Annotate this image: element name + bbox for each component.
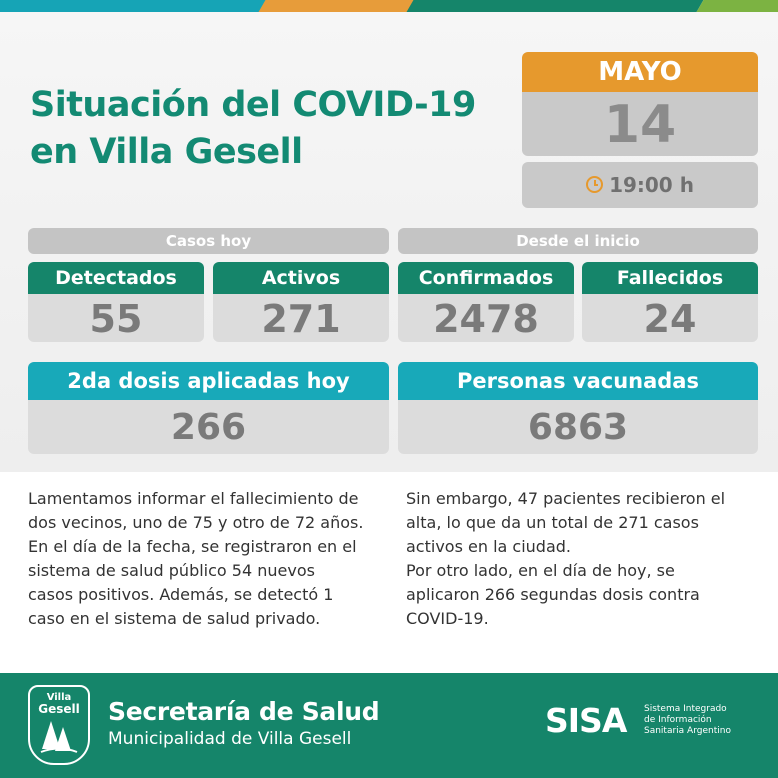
- stat-label: Fallecidos: [582, 262, 758, 294]
- text-line: dos vecinos, uno de 75 y otro de 72 años.: [28, 513, 364, 532]
- footer: [0, 673, 778, 778]
- time-badge: [522, 162, 758, 208]
- logo-text-2: Gesell: [38, 702, 80, 716]
- stat-value: 2478: [398, 294, 574, 342]
- top-stripe-lime: [697, 0, 778, 12]
- stat-label: Activos: [213, 262, 389, 294]
- stat-value: 6863: [398, 400, 758, 454]
- text-line: alta, lo que da un total de 271 casos: [406, 513, 699, 532]
- stat-fallecidos: [582, 262, 758, 342]
- top-stripe-orange: [259, 0, 426, 12]
- month-label: MAYO: [522, 52, 758, 92]
- sisa-line: de Información: [644, 715, 712, 725]
- text-line: Sin embargo, 47 pacientes recibieron el: [406, 489, 726, 508]
- top-stripe-green: [407, 0, 704, 12]
- sisa-line: Sistema Integrado: [644, 704, 727, 714]
- title-line-2: en Villa Gesell: [30, 132, 303, 172]
- stat-value: 271: [213, 294, 389, 342]
- logo-text-1: Villa: [46, 692, 72, 703]
- stat-label: 2da dosis aplicadas hoy: [28, 362, 389, 400]
- stat-label: Personas vacunadas: [398, 362, 758, 400]
- text-line: activos en la ciudad.: [406, 537, 571, 556]
- day-number: 14: [522, 92, 758, 156]
- org-name: Secretaría de Salud: [108, 697, 380, 726]
- text-line: Por otro lado, en el día de hoy, se: [406, 561, 675, 580]
- stat-label: Detectados: [28, 262, 204, 294]
- clock-icon: [586, 176, 603, 193]
- time-value: 19:00 h: [609, 173, 694, 197]
- stat-vaccinated: [398, 362, 758, 454]
- stat-activos: [213, 262, 389, 342]
- page-title: [30, 82, 490, 176]
- section-today: Casos hoy: [28, 228, 389, 254]
- report-text-right: [406, 487, 766, 631]
- text-line: caso en el sistema de salud privado.: [28, 609, 321, 628]
- text-line: COVID-19.: [406, 609, 489, 628]
- text-line: En el día de la fecha, se registraron en el: [28, 537, 357, 556]
- top-stripe-teal: [0, 0, 270, 12]
- title-line-1: Situación del COVID-19: [30, 85, 476, 125]
- stat-value: 24: [582, 294, 758, 342]
- text-line: casos positivos. Además, se detectó 1: [28, 585, 334, 604]
- stat-second-dose: [28, 362, 389, 454]
- stat-value: 266: [28, 400, 389, 454]
- report-text-left: [28, 487, 388, 631]
- villa-gesell-logo: [28, 685, 90, 765]
- pine-trees-icon: [39, 719, 79, 755]
- org-subtitle: Municipalidad de Villa Gesell: [108, 729, 352, 749]
- text-line: Lamentamos informar el fallecimiento de: [28, 489, 359, 508]
- sisa-description: [644, 704, 764, 737]
- stat-value: 55: [28, 294, 204, 342]
- text-line: sistema de salud público 54 nuevos: [28, 561, 315, 580]
- section-since-start: Desde el inicio: [398, 228, 758, 254]
- stat-detectados: [28, 262, 204, 342]
- stat-confirmados: [398, 262, 574, 342]
- text-line: aplicaron 266 segundas dosis contra: [406, 585, 700, 604]
- sisa-logo: SISA: [545, 701, 627, 740]
- stat-label: Confirmados: [398, 262, 574, 294]
- sisa-line: Sanitaria Argentino: [644, 726, 731, 736]
